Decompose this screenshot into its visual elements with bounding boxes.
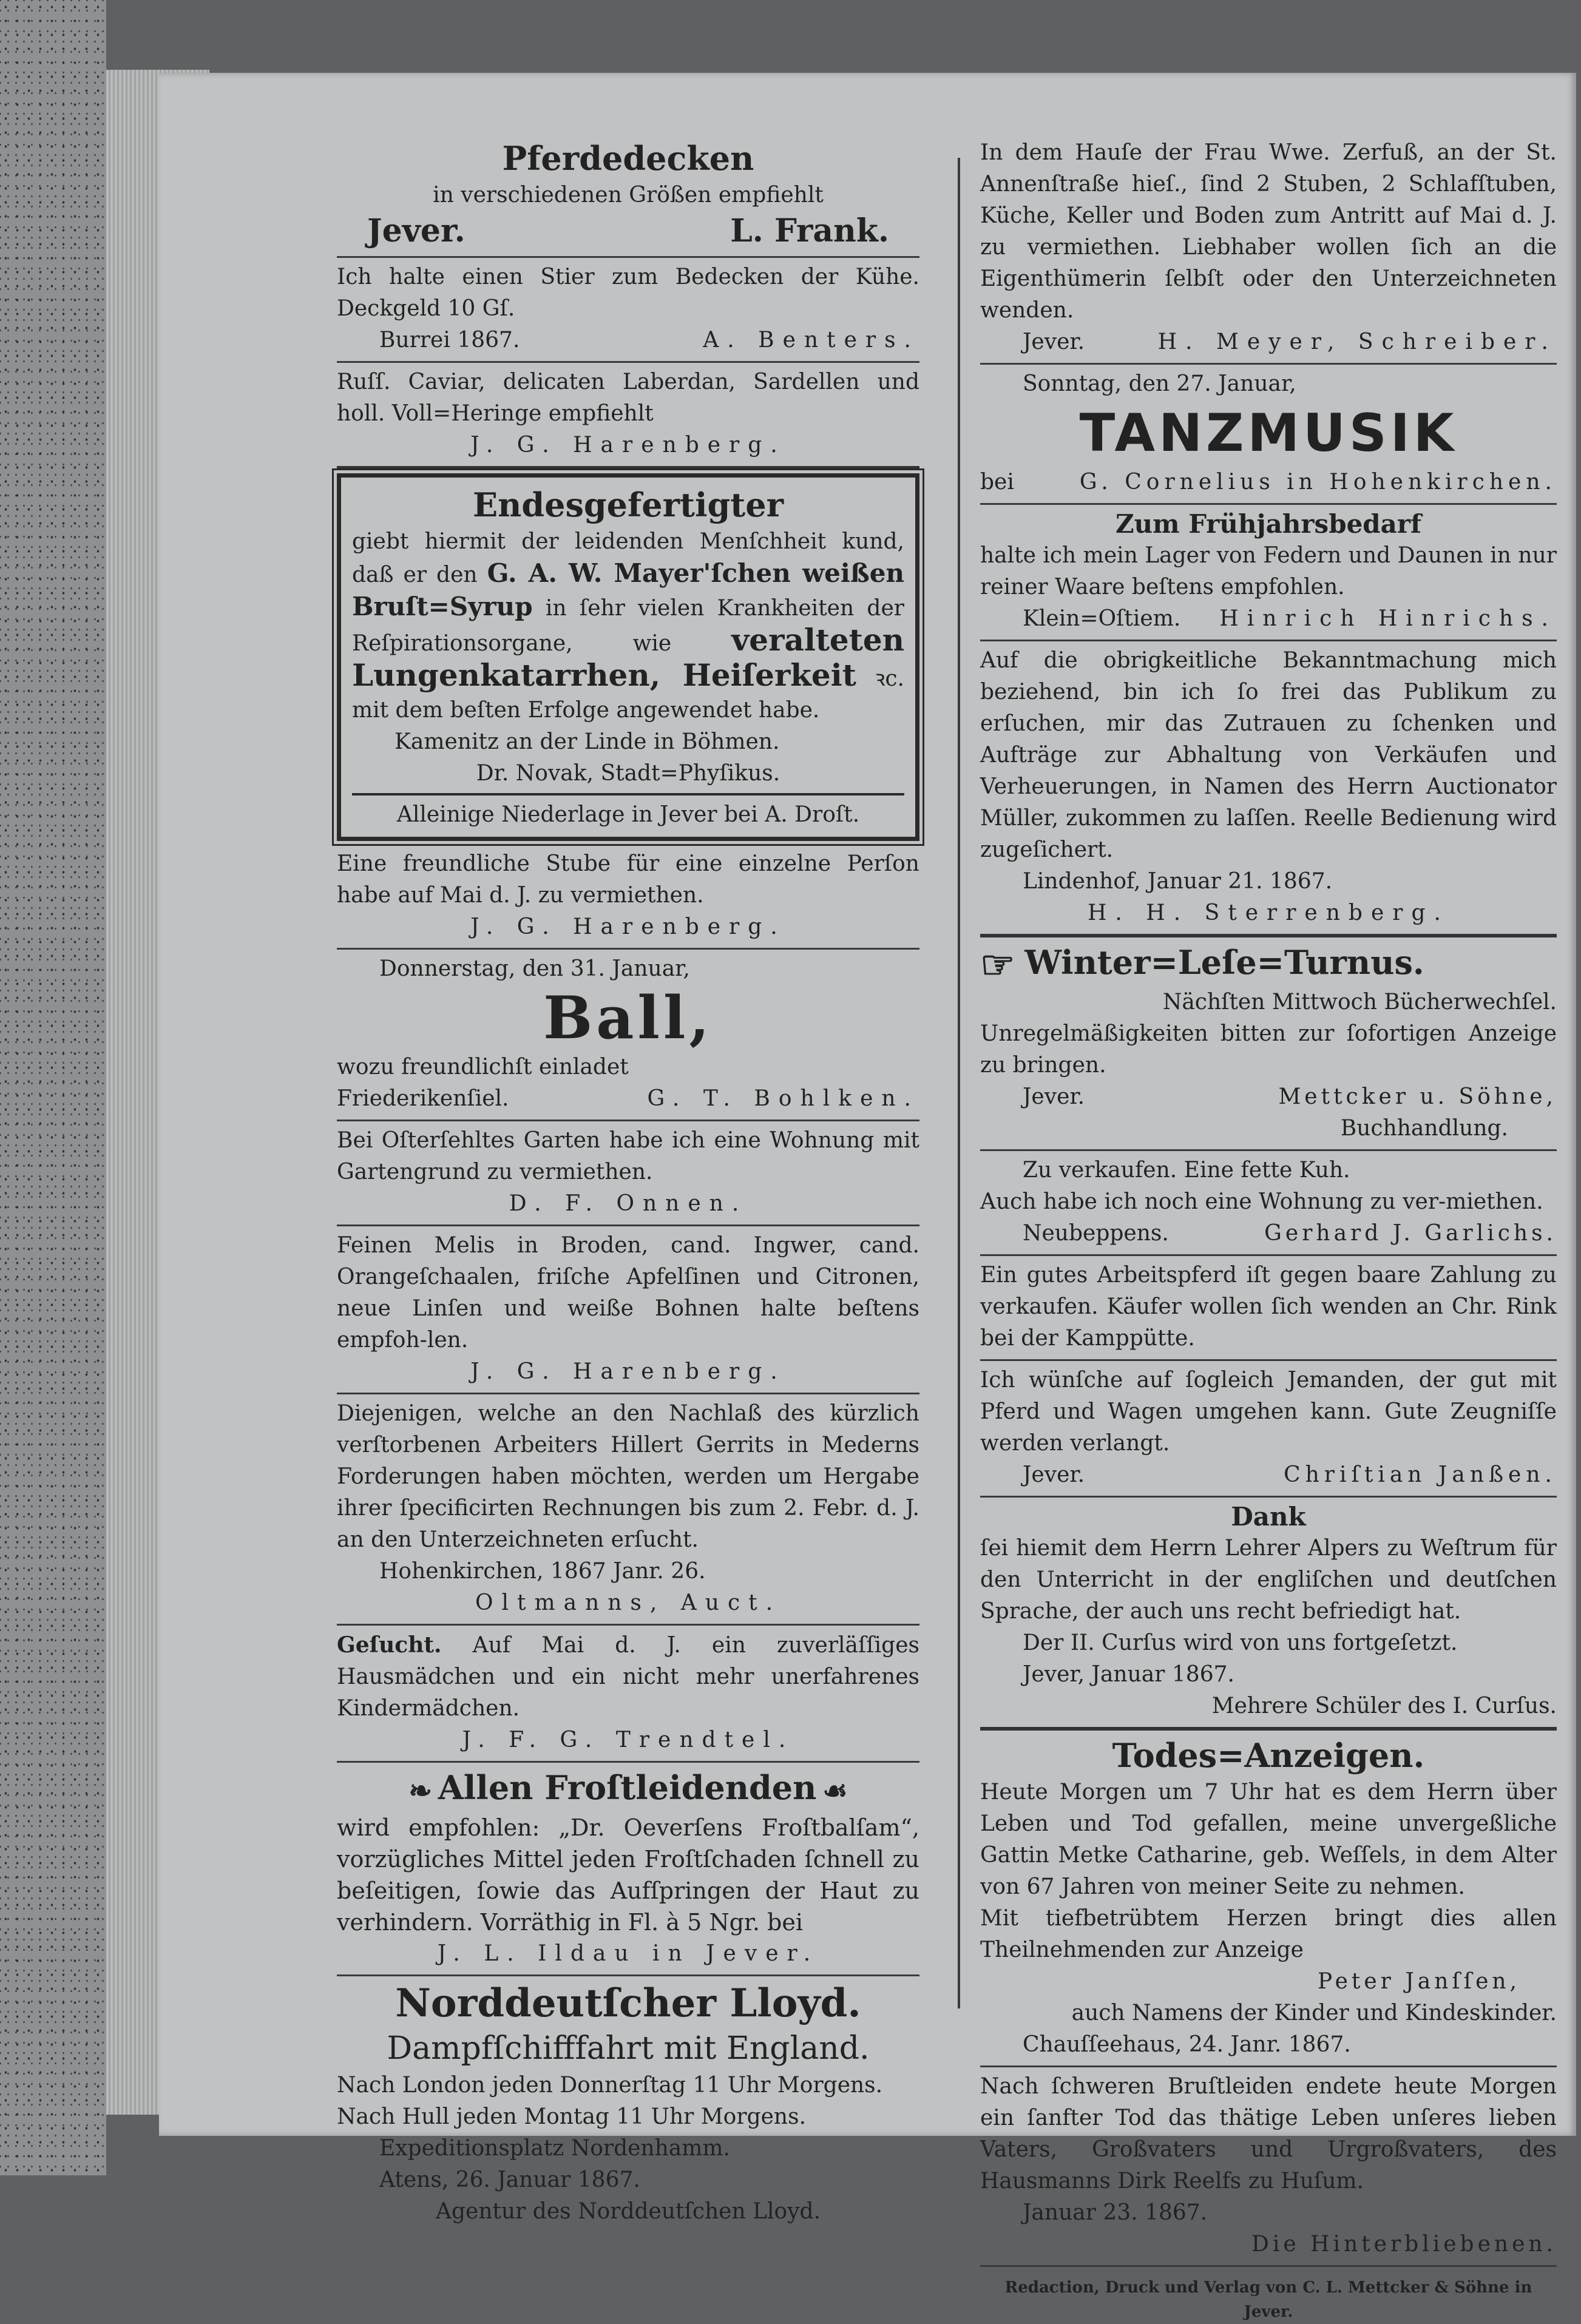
ad-subtitle: Dampfſchifffahrt mit England. (387, 2030, 870, 2067)
ad-place: Jever, Januar 1867. (1023, 1661, 1234, 1687)
ad-title: Zum Frühjahrsbedarf (1115, 509, 1422, 539)
ad-signature: G. T. Bohlken. (647, 1086, 919, 1111)
ad-product: veralteten Lungenkatarrhen, Heiſerkeit (352, 622, 904, 693)
ad-melis (337, 1226, 919, 1394)
ad-title: Norddeutſcher Lloyd. (395, 1980, 861, 2026)
ad-place: Chauſſeehaus, 24. Janr. 1867. (1023, 2032, 1351, 2057)
pointing-hand-icon: ☞ (980, 942, 1015, 988)
ad-todes-anzeige-2 (980, 2067, 1557, 2267)
ad-brustsyrup-box (337, 473, 919, 841)
ad-signature: G. Cornelius in Hohenkirchen. (1079, 470, 1557, 495)
ad-ball (337, 950, 919, 1121)
ad-date: Sonntag, den 27. Januar, (1023, 371, 1296, 396)
ad-stier (337, 258, 919, 363)
ad-title: Winter=Leſe=Turnus. (1024, 943, 1424, 982)
ad-caviar (337, 363, 919, 470)
ad-place: Klein=Oſtiem. (1023, 606, 1181, 631)
ad-signature-line: auch Namens der Kinder und Kindeskinder. (1071, 2000, 1557, 2025)
ad-signature: Chriſtian Janßen. (1284, 1462, 1557, 1487)
ad-text: ꝛc. mit dem beſten Erfolge angewendet habe. (352, 666, 904, 723)
ad-signature: J. G. Harenberg. (470, 914, 786, 939)
ad-lead: Geſucht. (337, 1632, 442, 1658)
ad-place: Kamenitz an der Linde in Böhmen. (394, 729, 780, 754)
ad-pferdedecken (337, 133, 919, 258)
ad-text: Ruſſ. Caviar, delicaten Laberdan, Sardellen und holl. Voll=Heringe empfiehlt (337, 370, 919, 426)
ad-title: Endesgefertigter (472, 485, 784, 524)
ad-place: Burrei 1867. (379, 328, 520, 353)
ad-signature: Peter Janſſen, (1318, 1968, 1520, 1994)
ad-signature: H. H. Sterrenberg. (1088, 900, 1449, 925)
ad-signature-line: Buchhandlung. (1340, 1115, 1508, 1141)
ornament-icon: ❧ (408, 1774, 432, 1807)
ad-signature: J. F. G. Trendtel. (462, 1728, 794, 1752)
ad-text: Eine freundliche Stube für eine einzelne Perſon habe auf Mai d. J. zu vermiethen. (337, 851, 919, 908)
ad-signature: Agentur des Norddeutſchen Lloyd. (435, 2198, 821, 2224)
ad-text: Zu verkaufen. Eine fette Kuh. (1023, 1157, 1350, 1183)
ad-place: Lindenhof, Januar 21. 1867. (1023, 869, 1333, 894)
ad-lloyd (337, 1976, 919, 2232)
ad-fruehjahrsbedarf (980, 505, 1557, 641)
ad-date: Donnerstag, den 31. Januar, (379, 956, 690, 981)
ad-signature: Mehrere Schüler des I. Curſus. (1211, 1693, 1557, 1718)
ad-signature: L. Frank. (730, 212, 889, 249)
ad-text: Nach ſchweren Bruſtleiden endete heute Morgen ein ſanfter Tod das thätige Leben unſeres lieben Vaters, Großvaters und Urgroßvaters, des Hausmanns Dirk Reelfs zu Huſum. (980, 2073, 1557, 2194)
ad-text: ſei hiemit dem Herrn Lehrer Alpers zu Weſtrum für den Unterricht in der engliſchen und deutſchen Sprache, der auch uns recht befriedigt hat. (980, 1535, 1557, 1624)
ad-place: Hohenkirchen, 1867 Janr. 26. (379, 1559, 706, 1584)
ad-place: Januar 23. 1867. (1023, 2200, 1208, 2225)
ad-text: Feinen Melis in Broden, cand. Ingwer, cand. Orangeſchaalen, friſche Apfelſinen und Citronen, neue Linſen und weiße Bohnen halte beſtens empfoh-len. (337, 1233, 919, 1353)
ad-kuh (980, 1151, 1557, 1256)
ad-title: Allen Froſtleidenden (438, 1768, 817, 1807)
ad-place: Friederikenſiel. (337, 1086, 509, 1111)
ad-signature: J. L. Ildau in Jever. (437, 1941, 819, 1966)
ad-signature: H. Meyer, Schreiber. (1157, 329, 1557, 354)
ad-text: giebt hiermit der leidenden Menſchheit kund, daß er den (352, 529, 904, 587)
ad-dank (980, 1498, 1557, 1731)
ad-zerfuss (980, 133, 1557, 365)
ad-title: Ball, (543, 984, 713, 1052)
ad-signature: Dr. Novak, Stadt=Phyſikus. (476, 761, 780, 786)
ad-text: Ich wünſche auf ſogleich Jemanden, der gut mit Pferd und Wagen umgehen kann. Gute Zeugniſſe werden verlangt. (980, 1367, 1557, 1456)
ad-wohnung (337, 1121, 919, 1226)
ad-place: Neubeppens. (1023, 1220, 1169, 1246)
ad-text: In dem Hauſe der Frau Wwe. Zerfuß, an der St. Annenſtraße hieſ., ſind 2 Stuben, 2 Schlafſtuben, Küche, Keller und Boden zum Antritt auf Mai d. J. zu vermiethen. Liebhaber wollen ſich an die Eigenthümerin ſelbſt oder den Unterzeichneten wenden. (980, 140, 1557, 323)
ad-text: Auf Mai d. J. ein zuverläſſiges Hausmädchen und ein nicht mehr unerfahrenes Kindermädchen. (337, 1633, 919, 1721)
ad-place: Jever. (1023, 329, 1085, 354)
ad-text: Mit tiefbetrübtem Herzen bringt dies allen Theilnehmenden zur Anzeige (980, 1905, 1557, 1962)
ad-text: Der II. Curſus wird von uns fortgeſetzt. (1023, 1630, 1458, 1655)
ad-text: wird empfohlen: „Dr. Oeverſens Froſtbalſam“, vorzügliches Mittel jeden Froſtſchaden ſchnell zu beſeitigen, ſowie das Aufſpringen der Haut zu verhindern. Vorräthig in Fl. à 5 Ngr. bei (337, 1814, 919, 1936)
ad-title: Pferdedecken (502, 139, 754, 178)
ad-product: G. A. W. Mayer'ſchen weißen Bruſt=Syrup (352, 558, 904, 621)
ad-arbeitspferd (980, 1256, 1557, 1361)
ad-place: Jever. (1023, 1462, 1085, 1487)
ad-text: Heute Morgen um 7 Uhr hat es dem Herrn über Leben und Tod gefallen, meine unvergeßliche Gattin Metke Catharine, geb. Weſſels, in dem Alter von 67 Jahren von meiner Seite zu nehmen. (980, 1779, 1557, 1899)
ad-signature: Die Hinterbliebenen. (1251, 2231, 1557, 2257)
ad-tanzmusik (980, 365, 1557, 505)
ad-text: Ich halte einen Stier zum Bedecken der Kühe. Deckgeld 10 Gſ. (337, 265, 919, 321)
ad-text: Expeditionsplatz Nordenhamm. (379, 2135, 730, 2161)
ad-todes-anzeige (980, 1731, 1557, 2067)
ornament-icon: ☙ (822, 1774, 848, 1807)
scanner-edge (0, 0, 106, 2175)
ad-signature: J. G. Harenberg. (470, 433, 786, 458)
ad-lese-turnus (980, 937, 1557, 1151)
ad-text: Auf die obrigkeitliche Bekanntmachung mich beziehend, bin ich ſo frei das Publikum zu erſuchen, mir das Zutrauen zu ſchenken und Aufträge zur Abhaltung von Verkäufen und Verheuerungen, in Namen des Herrn Auctionator Müller, zukommen zu laſſen. Reelle Bedienung wird zugeſichert. (980, 648, 1557, 862)
ad-signature: Hinrich Hinrichs. (1219, 606, 1557, 631)
ad-footer: Alleinige Niederlage in Jever bei A. Droſt. (352, 793, 904, 831)
ad-text: Nach London jeden Donnerſtag 11 Uhr Morgens. (337, 2072, 883, 2098)
ad-signature: D. F. Onnen. (509, 1191, 748, 1216)
ad-auction (980, 641, 1557, 937)
column-rule (958, 158, 960, 2008)
ad-title: Todes=Anzeigen. (1112, 1735, 1425, 1775)
left-column (337, 133, 919, 2232)
ad-signature: Mettcker u. Söhne, (1278, 1084, 1557, 1109)
right-column (980, 133, 1557, 2324)
imprint: Redaction, Druck und Verlag von C. L. Mettcker & Söhne in Jever. (1004, 2278, 1532, 2321)
ad-text: in ſehr vielen Krankheiten der Reſpirationsorgane, wie (352, 596, 904, 656)
ad-text: in verschiedenen Größen empfiehlt (433, 183, 824, 208)
ad-frostbalsam (337, 1763, 919, 1976)
ad-text: Diejenigen, welche an den Nachlaß des kürzlich verſtorbenen Arbeiters Hillert Gerrits in Mederns Forderungen haben möchten, werden um Hergabe ihrer ſpecificirten Rechnungen bis zum 2. Febr. d. J. an den Unterzeichneten erſucht. (337, 1401, 919, 1552)
ad-text: Auch habe ich noch eine Wohnung zu ver-miethen. (980, 1189, 1543, 1214)
ad-signature: A. Benters. (703, 328, 919, 353)
ad-text: Nach Hull jeden Montag 11 Uhr Morgens. (337, 2104, 807, 2129)
ad-text: bei (980, 470, 1014, 495)
ad-text: Unregelmäßigkeiten bitten zur ſofortigen Anzeige zu bringen. (980, 1021, 1557, 1078)
ad-place: Atens, 26. Januar 1867. (379, 2167, 640, 2192)
ad-title: TANZMUSIK (1079, 403, 1458, 464)
ad-place: Jever. (367, 212, 465, 249)
ad-gesucht (337, 1626, 919, 1763)
ad-signature: Gerhard J. Garlichs. (1264, 1220, 1557, 1246)
ad-place: Jever. (1023, 1084, 1085, 1109)
ad-text: Bei Oſterſehltes Garten habe ich eine Wohnung mit Gartengrund zu vermiethen. (337, 1128, 919, 1184)
ad-text: halte ich mein Lager von Federn und Daunen in nur reiner Waare beſtens empfohlen. (980, 543, 1557, 600)
ad-signature: Oltmanns, Auct. (475, 1590, 782, 1615)
ad-text: Ein gutes Arbeitspferd iſt gegen baare Zahlung zu verkaufen. Käufer wollen ſich wenden an Chr. Rink bei der Kamppütte. (980, 1262, 1557, 1351)
ad-stube (337, 845, 919, 950)
ad-text: wozu freundlichſt einladet (337, 1055, 629, 1079)
ad-title: Dank (1231, 1501, 1306, 1532)
ad-signature: J. G. Harenberg. (470, 1359, 786, 1384)
ad-nachlass (337, 1394, 919, 1626)
ad-pferd-wagen (980, 1361, 1557, 1498)
ad-text: Nächſten Mittwoch Bücherwechſel. (1162, 989, 1557, 1015)
